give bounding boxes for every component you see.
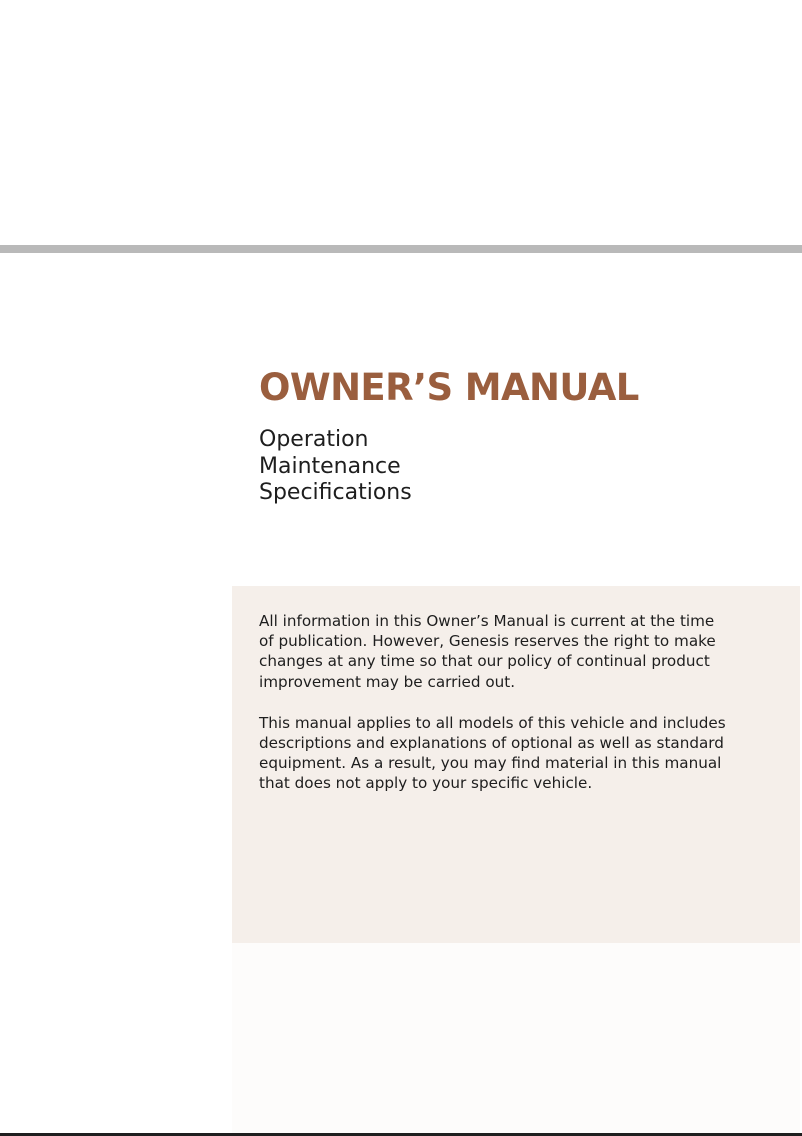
manual-contents-list: [259, 427, 412, 507]
subtitle-specifications: Specifications: [259, 480, 412, 505]
lower-panel: [232, 943, 800, 1133]
notice-text: [259, 611, 729, 815]
subtitle-operation: Operation: [259, 427, 369, 452]
top-divider-bar: [0, 245, 802, 253]
notice-paragraph-publication: All information in this Owner’s Manual is current at the time of publication. However, Genesis reserves the right to make changes at any time so that our policy of continual product improvement may be carried out.: [259, 612, 716, 691]
notice-panel: [232, 586, 800, 943]
notice-paragraph-applicability: This manual applies to all models of this vehicle and includes descriptions and explanations of optional as well as standard equipment. As a result, you may find material in this manual that does not apply to your specific vehicle.: [259, 713, 726, 793]
subtitle-maintenance: Maintenance: [259, 453, 401, 479]
manual-title: OWNER’S MANUAL: [259, 366, 639, 409]
